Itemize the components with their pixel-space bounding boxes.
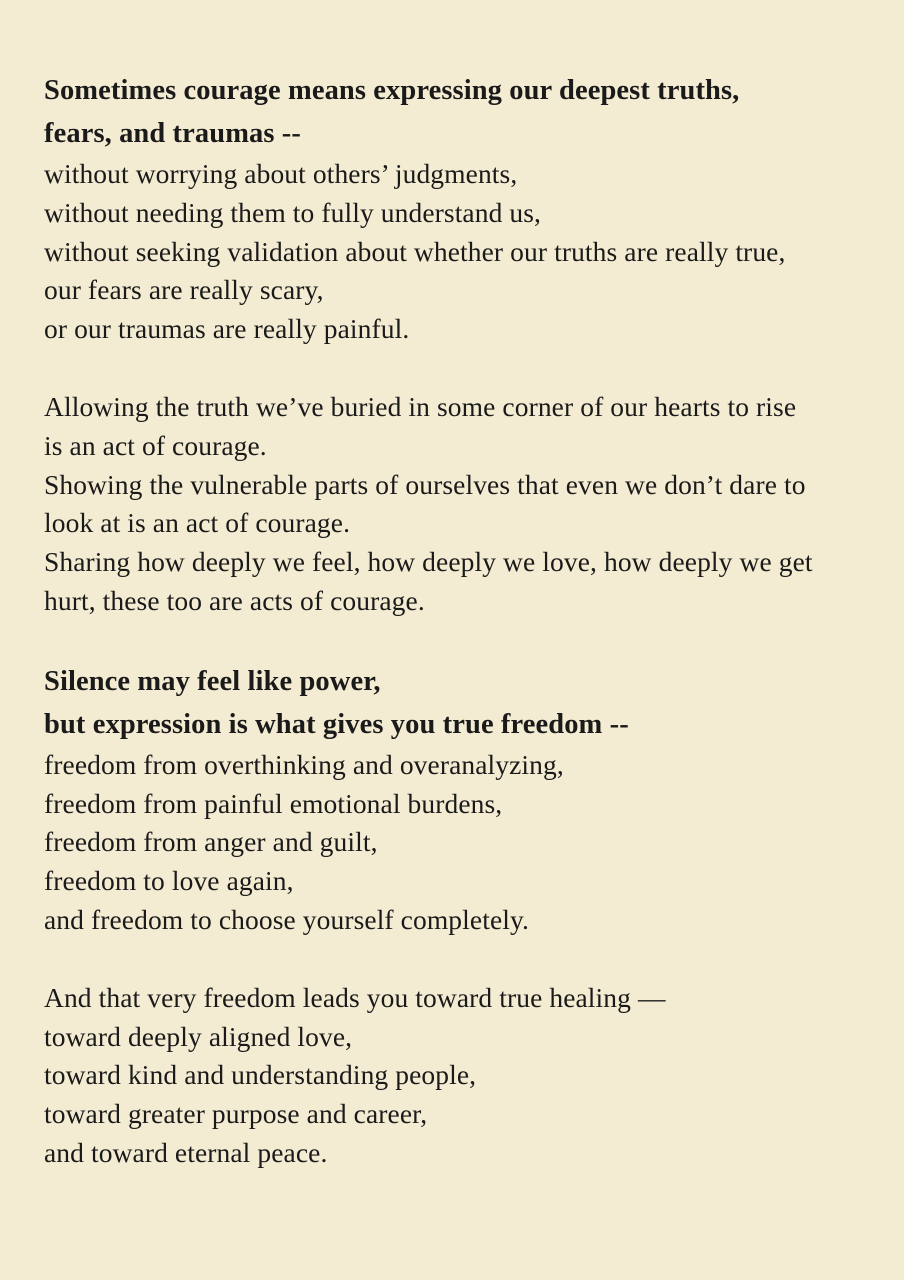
stanza-line: without needing them to fully understand us, — [44, 196, 542, 228]
stanza-line: freedom from overthinking and overanalyzing, — [44, 748, 564, 780]
stanza-line: toward greater purpose and career, — [44, 1098, 428, 1130]
stanza-line: toward kind and understanding people, — [44, 1059, 477, 1091]
stanza-line: Silence may feel like power, — [44, 665, 381, 697]
stanza-line: freedom from anger and guilt, — [44, 826, 378, 858]
stanza-line: or our traumas are really painful. — [44, 313, 410, 345]
stanza-line: toward deeply aligned love, — [44, 1020, 353, 1052]
stanza-4 — [44, 979, 874, 1173]
stanza-line: and freedom to choose yourself completely. — [44, 903, 530, 935]
stanza-line: but expression is what gives you true freedom -- — [44, 708, 629, 740]
stanza-line: our fears are really scary, — [44, 274, 324, 306]
stanza-line: Showing the vulnerable parts of ourselves that even we don’t dare to — [44, 468, 806, 500]
stanza-line: fears, and traumas -- — [44, 118, 301, 149]
stanza-line: freedom from painful emotional burdens, — [44, 787, 503, 819]
stanza-line: freedom to love again, — [44, 865, 294, 897]
poem-body — [44, 70, 874, 1212]
stanza-line: Allowing the truth we’ve buried in some corner of our hearts to rise — [44, 390, 797, 422]
stanza-line: hurt, these too are acts of courage. — [44, 584, 425, 616]
stanza-line: is an act of courage. — [44, 429, 267, 461]
stanza-line: without worrying about others’ judgments, — [44, 158, 518, 189]
stanza-line: Sometimes courage means expressing our deepest truths, — [44, 75, 740, 106]
stanza-line: And that very freedom leads you toward true healing — — [44, 981, 666, 1013]
stanza-2 — [44, 388, 874, 621]
stanza-1 — [44, 70, 874, 349]
stanza-line: without seeking validation about whether our truths are really true, — [44, 235, 786, 267]
stanza-line: look at is an act of courage. — [44, 507, 351, 539]
stanza-line: and toward eternal peace. — [44, 1136, 328, 1168]
stanza-3 — [44, 660, 874, 940]
stanza-line: Sharing how deeply we feel, how deeply we love, how deeply we get — [44, 546, 813, 578]
